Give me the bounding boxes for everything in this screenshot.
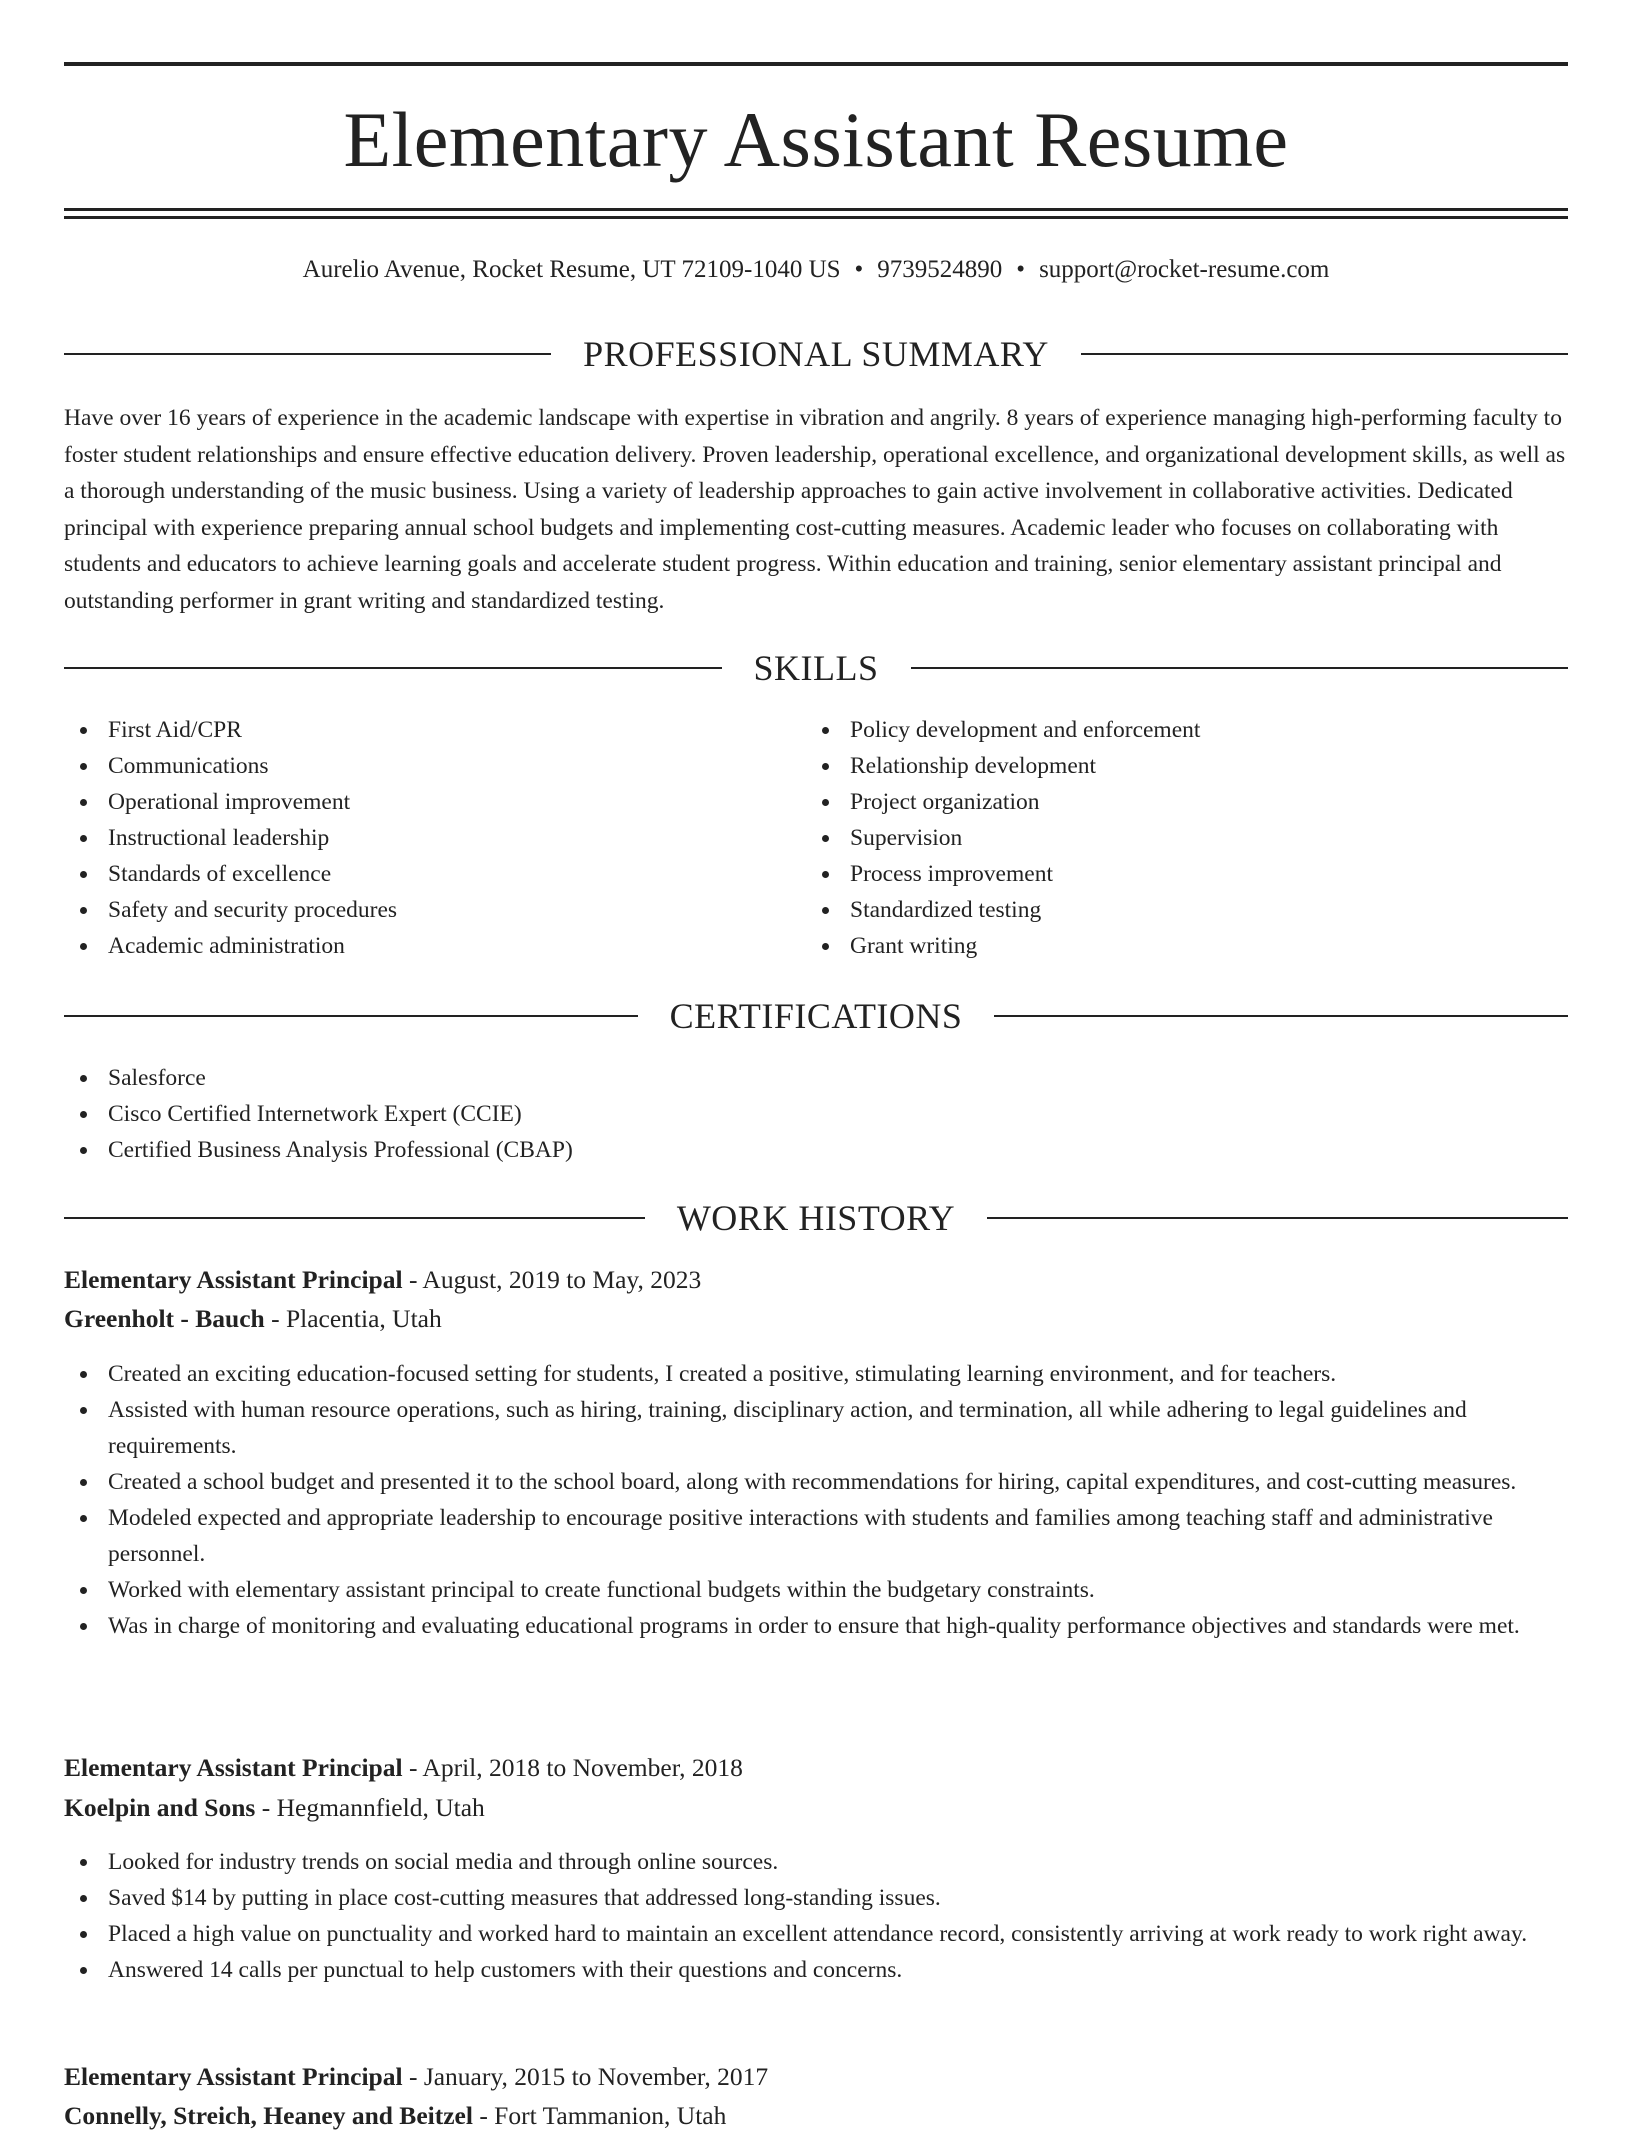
job-bullet: Created a school budget and presented it to the school board, along with recommendations for hiring, capital expenditures, and cost-cutting measures. [64,1464,1568,1500]
title-rule-upper [64,208,1568,211]
heading-rule [1081,353,1568,355]
job-bullet: Answered 14 calls per punctual to help customers with their questions and concerns. [64,1952,1568,1988]
work-history-heading-label: WORK HISTORY [676,1198,956,1238]
job-title: Elementary Assistant Principal [64,1265,403,1294]
skill-item: Instructional leadership [64,820,764,856]
certification-item: Cisco Certified Internetwork Expert (CCIE) [64,1096,1568,1132]
skill-item: Communications [64,748,764,784]
skill-item: Standardized testing [806,892,1566,928]
job-company-line [64,1790,1568,1826]
certifications-heading [64,994,1568,1038]
heading-rule [64,1217,645,1219]
job-title: Elementary Assistant Principal [64,1753,403,1782]
job-bullet: Assisted with human resource operations, such as hiring, training, disciplinary action, and termination, all while adhering to legal guidelines and requirements. [64,1392,1568,1464]
skills-list-left [64,712,764,964]
job-company-line [64,2098,1568,2134]
job-bullet: Saved $14 by putting in place cost-cutting measures that addressed long-standing issues. [64,1880,1568,1916]
skill-item: Project organization [806,784,1566,820]
job-bullet: Looked for industry trends on social media and through online sources. [64,1844,1568,1880]
job-location: - Placentia, Utah [264,1304,442,1333]
heading-rule [987,1217,1568,1219]
heading-rule [994,1015,1568,1017]
skill-item: Grant writing [806,928,1566,964]
contact-separator: • [1016,256,1026,283]
summary-heading [64,332,1568,376]
top-rule [64,62,1568,66]
skills-list-right [806,712,1566,964]
job-bullet: Worked with elementary assistant principal to create functional budgets within the budgetary constraints. [64,1572,1568,1608]
job-company: Greenholt - Bauch [64,1304,265,1333]
heading-rule [64,1015,638,1017]
work-history-heading [64,1196,1568,1240]
skill-item: Standards of excellence [64,856,764,892]
job-company: Connelly, Streich, Heaney and Beitzel [64,2101,473,2130]
job-title-line [64,1262,1568,1298]
contact-email[interactable]: support@rocket-resume.com [1039,256,1330,283]
job-bullet: Placed a high value on punctuality and worked hard to maintain an excellent attendance record, consistently arriving at work ready to work right away. [64,1916,1568,1952]
job-title: Elementary Assistant Principal [64,2062,403,2091]
title-rule-lower [64,216,1568,219]
job-location: - Fort Tammanion, Utah [472,2101,727,2130]
job-bullet: Created an exciting education-focused setting for students, I created a positive, stimulating learning environment, and for teachers. [64,1356,1568,1392]
job-title-line [64,1750,1568,1786]
job-bullets [64,1356,1568,1644]
heading-rule [911,667,1569,669]
job-title-line [64,2059,1568,2095]
certifications-list [64,1060,1568,1168]
job-company-line [64,1301,1568,1337]
contact-address: Aurelio Avenue, Rocket Resume, UT 72109-1040 US [302,256,841,283]
skills-heading-label: SKILLS [753,648,879,688]
job-company: Koelpin and Sons [64,1793,256,1822]
job-bullet: Modeled expected and appropriate leadership to encourage positive interactions with students and families among teaching staff and administrative personnel. [64,1500,1568,1572]
skill-item: Safety and security procedures [64,892,764,928]
certification-item: Salesforce [64,1060,1568,1096]
skill-item: Supervision [806,820,1566,856]
job-dates: - April, 2018 to November, 2018 [402,1753,743,1782]
summary-text: Have over 16 years of experience in the academic landscape with expertise in vibration and angrily. 8 years of experience managing high-performing faculty to foster student relationships and ensure effective education delivery. Proven leadership, operational excellence, and organizational development skills, as well as a thorough understanding of the music business. Using a variety of leadership approaches to gain active involvement in collaborative activities. Dedicated principal with experience preparing annual school budgets and implementing cost-cutting measures. Academic leader who focuses on collaborating with students and educators to achieve learning goals and accelerate student progress. Within education and training, senior elementary assistant principal and outstanding performer in grant writing and standardized testing. [64,405,1566,614]
skill-item: First Aid/CPR [64,712,764,748]
job-dates: - January, 2015 to November, 2017 [402,2062,769,2091]
skill-item: Policy development and enforcement [806,712,1566,748]
skill-item: Process improvement [806,856,1566,892]
job-dates: - August, 2019 to May, 2023 [402,1265,702,1294]
heading-rule [64,353,551,355]
certification-item: Certified Business Analysis Professional (CBAP) [64,1132,1568,1168]
contact-separator: • [854,256,864,283]
skill-item: Operational improvement [64,784,764,820]
resume-title: Elementary Assistant Resume [343,96,1289,183]
job-location: - Hegmannfield, Utah [255,1793,485,1822]
contact-phone[interactable]: 9739524890 [877,256,1003,283]
job-bullets [64,1844,1568,1988]
contact-line [64,254,1568,286]
certifications-heading-label: CERTIFICATIONS [669,996,963,1036]
skill-item: Academic administration [64,928,764,964]
heading-rule [64,667,722,669]
summary-heading-label: PROFESSIONAL SUMMARY [583,334,1049,374]
job-bullet: Was in charge of monitoring and evaluating educational programs in order to ensure that high-quality performance objectives and standards were met. [64,1608,1568,1644]
skill-item: Relationship development [806,748,1566,784]
skills-heading [64,646,1568,690]
